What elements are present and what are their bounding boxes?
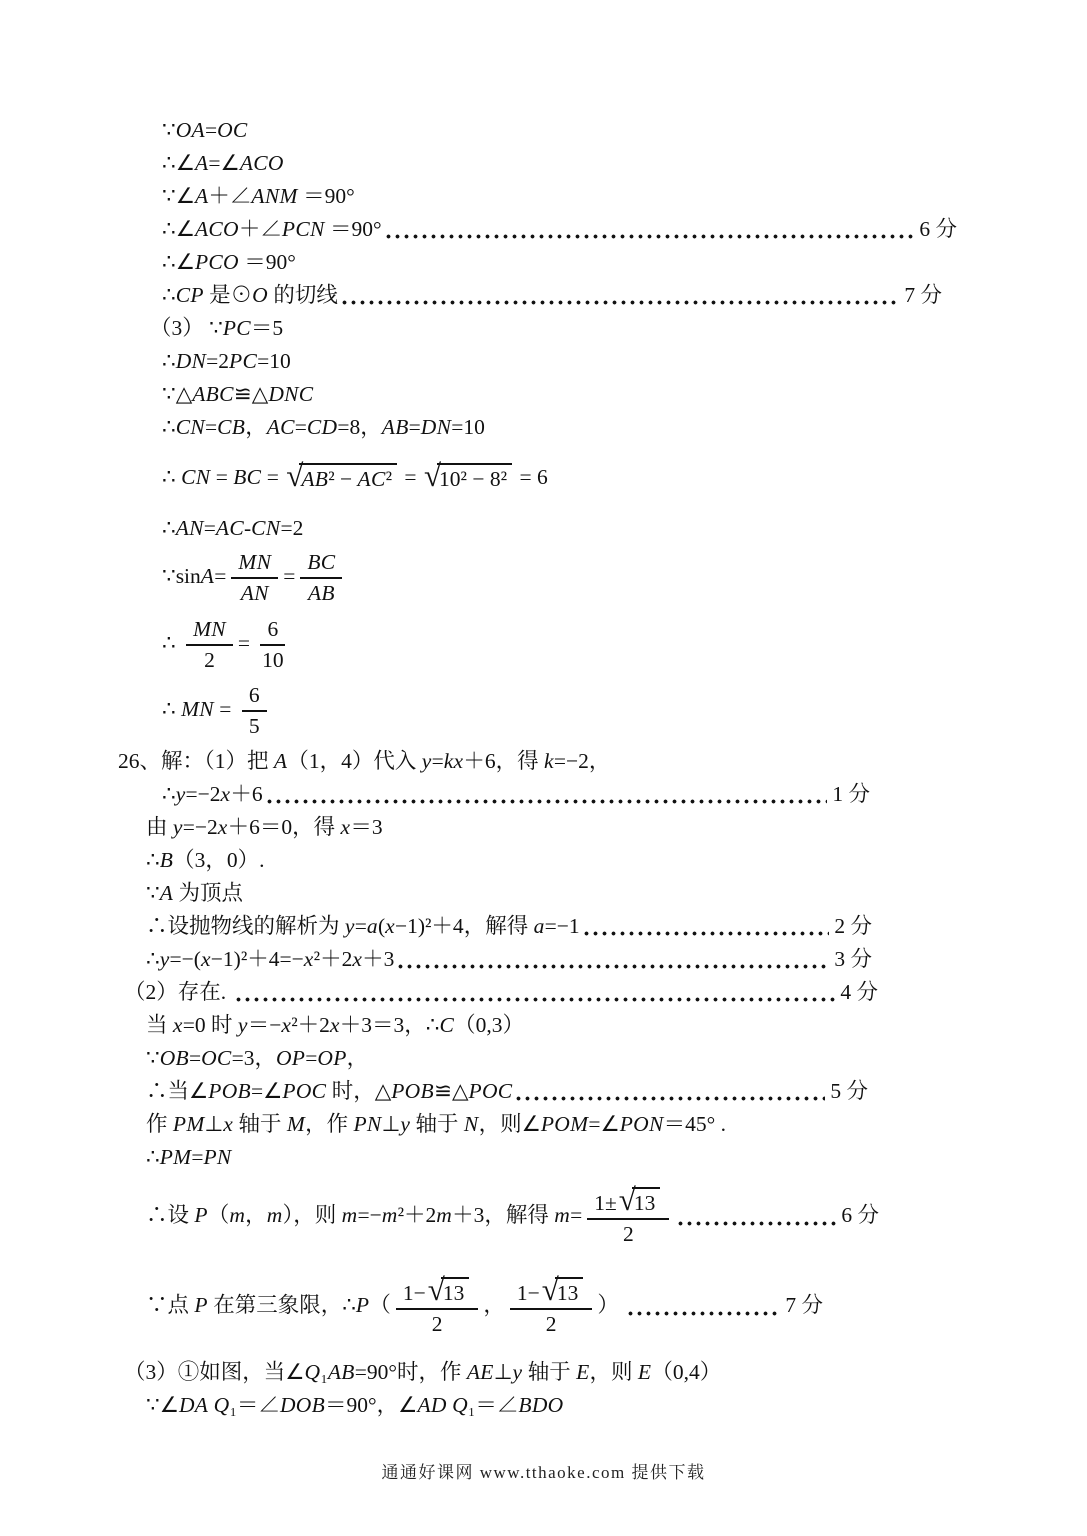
dotted-leader [386, 234, 915, 239]
fraction-denominator [255, 646, 291, 673]
solution-line-3 [162, 180, 1087, 213]
math-run: = [399, 465, 422, 490]
math-run: ∠A=∠ACO [175, 150, 284, 175]
text-run: ∵点 [146, 1293, 195, 1318]
text-run: （1，4）代入 [287, 748, 422, 773]
radical-sign: √ [427, 1271, 445, 1307]
text-run: 在第三象限， [207, 1293, 343, 1318]
radicand: AB² − AC² [299, 463, 397, 493]
text-run: ∴ [162, 414, 176, 439]
fraction [396, 1271, 479, 1336]
math-run: M [286, 1111, 306, 1136]
solution-line-7 [150, 312, 1087, 345]
text-run: ∴ [146, 946, 160, 971]
fraction-denominator [242, 712, 267, 739]
text-run: ），则 [282, 1203, 342, 1228]
text-run: 作 [146, 1111, 173, 1136]
fraction-numerator [300, 549, 342, 579]
solution-content [0, 114, 1087, 1422]
score-label: 6 分 [841, 1203, 879, 1228]
math-run: ∠POB=∠POC [189, 1078, 327, 1103]
radicand: 13 [555, 1277, 584, 1306]
dotted-leader [628, 1311, 780, 1316]
fraction-numerator [260, 616, 285, 646]
math-run: DN=2PC=10 [175, 348, 291, 373]
math-run: = [237, 631, 251, 656]
math-run: A= [200, 564, 227, 589]
math-run: 1− [516, 1280, 540, 1305]
math-run: P [355, 1293, 370, 1318]
solution-line-11 [162, 450, 1087, 506]
sqrt-radical [541, 1271, 584, 1307]
solution-line-17 [162, 778, 870, 811]
text-run: （0,4） [651, 1359, 722, 1384]
math-run: PN⊥y [353, 1111, 411, 1136]
math-run: y=kx＋6 [421, 748, 496, 773]
text-run: ，得 [292, 814, 341, 839]
math-run: ∠PCO ＝90° [175, 249, 296, 274]
math-run: CN=CB，AC=CD=8，AB=DN=10 [175, 414, 485, 439]
text-run: ∴ [162, 282, 176, 307]
text-run: ∵ [162, 381, 176, 406]
solution-line-5 [162, 246, 1087, 279]
math-run: m= [554, 1203, 583, 1228]
math-run: A [159, 880, 174, 905]
radical-sign: √ [541, 1271, 559, 1307]
math-run: x＝3 [340, 814, 383, 839]
math-run: = 6 [514, 465, 548, 490]
math-run: B [159, 847, 174, 872]
math-run: y=a(x−1)²＋4 [344, 913, 464, 938]
text-run: ∵ [146, 1392, 160, 1417]
solution-line-10 [162, 411, 1087, 444]
math-run: PM=PN [159, 1144, 232, 1169]
score-label: 3 分 [834, 946, 872, 971]
fraction-numerator [186, 616, 233, 646]
math-run: m [266, 1203, 283, 1228]
text-run: . [715, 1111, 727, 1136]
text-run: 26、解：（1）把 [118, 748, 274, 773]
math-run: E [637, 1359, 652, 1384]
text-run: ∴ [162, 150, 176, 175]
text-run: ， [346, 1045, 369, 1070]
text-run: ∴ [162, 631, 182, 656]
radicand: 13 [632, 1187, 661, 1216]
math-run: m=−m²＋2m＋3 [341, 1203, 485, 1228]
fraction-denominator [301, 579, 342, 606]
math-run: 2 [431, 1311, 443, 1336]
math-run: ∠Q₁AB=90° [285, 1359, 397, 1384]
text-run: ， [588, 748, 611, 773]
radicand: 10² − 8² [437, 463, 512, 493]
fraction-denominator [616, 1220, 641, 1247]
solution-line-20 [146, 877, 1087, 910]
math-run: PM⊥x [172, 1111, 234, 1136]
text-run: ∵ [162, 183, 176, 208]
text-run: ∴当 [146, 1078, 190, 1103]
text-run: ， [483, 1293, 505, 1318]
fraction [510, 1271, 593, 1336]
fraction-numerator [396, 1271, 479, 1310]
page-footer: 通通好课网 www.tthaoke.com 提供下载 [381, 1463, 706, 1482]
text-run: ∴ [146, 1144, 160, 1169]
text-run: ，解得 [484, 1203, 555, 1228]
math-run: y=−(x−1)²＋4=−x²＋2x＋3 [159, 946, 395, 971]
text-run: ∵ [146, 1045, 160, 1070]
math-run: y=−2x＋6 [175, 781, 263, 806]
text-run: 为顶点 [173, 880, 244, 905]
math-run: MN [193, 616, 226, 641]
text-run: ∴设 [146, 1203, 195, 1228]
fraction [186, 616, 233, 672]
math-run: MN [238, 549, 272, 574]
solution-line-22 [146, 943, 872, 976]
math-run: PC＝5 [222, 315, 284, 340]
text-run: （3）①如图，当 [124, 1359, 286, 1384]
text-run: 当 [146, 1012, 173, 1037]
math-run: y=−2x＋6＝0 [172, 814, 293, 839]
text-run: 时，作 [396, 1359, 467, 1384]
solution-line-32 [146, 1389, 1087, 1422]
dotted-leader [267, 799, 828, 804]
math-run: ∠AD Q₁＝∠BDO [398, 1392, 564, 1417]
math-run: 2 [204, 647, 215, 672]
solution-line-2 [162, 147, 1087, 180]
score-label: 4 分 [840, 979, 878, 1004]
math-run: 1− [402, 1280, 426, 1305]
math-run: C [439, 1012, 455, 1037]
text-run: ∴ [425, 1012, 440, 1037]
math-run: ∠A＋∠ANM ＝90° [175, 183, 355, 208]
fraction-numerator [242, 682, 267, 712]
solution-line-16 [118, 745, 1087, 778]
text-run: ∴ [162, 249, 176, 274]
fraction-denominator [197, 646, 222, 673]
math-run: BC [307, 549, 336, 574]
math-run: CP [175, 282, 204, 307]
math-run: O [252, 282, 268, 307]
fraction-numerator [587, 1181, 669, 1220]
text-run: （0,3） [454, 1012, 525, 1037]
math-run: OA=OC [175, 117, 248, 142]
text-run: 时 [205, 1012, 238, 1037]
text-run: （2）存在. [124, 979, 232, 1004]
radical-sign: √ [286, 458, 304, 494]
math-run: ∠ACO＋∠PCN ＝90° [175, 216, 382, 241]
text-run: ∴ [162, 781, 176, 806]
solution-line-12 [162, 512, 1087, 545]
solution-line-21 [146, 910, 872, 943]
radical-sign: √ [423, 458, 442, 494]
solution-line-28 [146, 1141, 1087, 1174]
text-run: ， [404, 1012, 426, 1037]
text-run: ∴设抛物线的解析为 [146, 913, 345, 938]
text-run: ∵ [162, 117, 176, 142]
text-run: ∴ [146, 847, 160, 872]
sqrt-radical [423, 458, 512, 494]
math-run: 10 [262, 647, 284, 672]
math-run: x=0 [172, 1012, 206, 1037]
fraction [242, 682, 267, 738]
solution-line-6 [162, 279, 942, 312]
fraction-numerator [510, 1271, 593, 1310]
text-run: ∴ [162, 348, 176, 373]
fraction-denominator [425, 1310, 450, 1337]
math-run: AE⊥y [466, 1359, 523, 1384]
solution-line-13 [162, 545, 1087, 609]
solution-line-15 [162, 679, 1087, 741]
solution-line-19 [146, 844, 1087, 877]
score-label: 5 分 [830, 1078, 868, 1103]
solution-line-9 [162, 378, 1087, 411]
fraction-denominator [539, 1310, 564, 1337]
text-run: ∴ [162, 465, 182, 490]
fraction [255, 616, 291, 672]
math-run: E [576, 1359, 590, 1384]
dotted-leader [398, 964, 829, 969]
math-run: MN = [181, 697, 237, 722]
text-run: （3） [150, 315, 210, 340]
math-run: a=−1 [533, 913, 580, 938]
text-run: （ [369, 1293, 391, 1318]
math-run: 1± [594, 1190, 617, 1215]
math-run: N [463, 1111, 479, 1136]
score-label: 2 分 [834, 913, 872, 938]
math-run: = [283, 564, 296, 589]
solution-line-24 [146, 1009, 1087, 1042]
text-run: ∵ [209, 315, 223, 340]
solution-line-31 [124, 1356, 1087, 1389]
math-run: 2 [545, 1311, 557, 1336]
math-run: AN=AC-CN=2 [175, 515, 304, 540]
fraction [231, 549, 278, 605]
sqrt-radical [618, 1181, 661, 1217]
text-run: 的切线 [267, 282, 338, 307]
text-run: ，则 [589, 1359, 638, 1384]
text-run: ∵ [162, 564, 176, 589]
text-run: （ [207, 1203, 230, 1228]
sqrt-radical [286, 458, 397, 494]
dotted-leader [584, 931, 830, 936]
math-run: P [194, 1293, 208, 1318]
text-run: ∴ [162, 515, 176, 540]
text-run: 是⊙ [203, 282, 253, 307]
score-label: 7 分 [904, 282, 942, 307]
solution-line-4 [162, 213, 957, 246]
text-run: 时， [326, 1078, 375, 1103]
math-run: m [229, 1203, 246, 1228]
solution-line-8 [162, 345, 1087, 378]
math-run: k=−2 [544, 748, 589, 773]
math-run: CN = BC = [181, 465, 285, 490]
sqrt-radical [427, 1271, 470, 1307]
math-run: △ABC≌△DNC [175, 381, 314, 406]
math-run: P [194, 1203, 208, 1228]
solution-line-14 [162, 613, 1087, 675]
score-label: 1 分 [832, 781, 870, 806]
math-run: ∠POM=∠PON＝45° [521, 1111, 716, 1136]
radical-sign: √ [618, 1181, 636, 1217]
text-run: ∴ [342, 1293, 356, 1318]
math-run: y＝−x²＋2x＋3＝3 [237, 1012, 405, 1037]
solution-line-23 [124, 976, 878, 1009]
text-run: ） [597, 1293, 625, 1318]
fraction [300, 549, 342, 605]
text-run: ∵ [146, 880, 160, 905]
fraction-denominator [234, 579, 276, 606]
solution-line-29 [146, 1178, 879, 1254]
math-run: 6 [267, 616, 279, 641]
text-run: ，解得 [463, 913, 534, 938]
text-run: ， [254, 1045, 276, 1070]
solution-line-30 [146, 1268, 823, 1344]
math-run: AB [307, 580, 335, 605]
solution-line-27 [146, 1108, 1087, 1141]
math-run: OB=OC=3 [159, 1045, 255, 1070]
solution-line-26 [146, 1075, 868, 1108]
text-run: ，则 [478, 1111, 522, 1136]
math-run: OP=OP [275, 1045, 347, 1070]
math-run: AN [240, 580, 269, 605]
solution-line-25 [146, 1042, 1087, 1075]
text-run: 轴于 [233, 1111, 287, 1136]
text-run: 轴于 [410, 1111, 464, 1136]
fraction-numerator [231, 549, 278, 579]
radicand: 13 [441, 1277, 470, 1306]
text-run: ∴ [162, 216, 176, 241]
text-run: ，作 [305, 1111, 354, 1136]
dotted-leader [236, 997, 836, 1002]
score-label: 6 分 [919, 216, 957, 241]
text-run: 由 [146, 814, 173, 839]
math-run: 5 [248, 713, 260, 738]
text-run: （3，0）. [173, 847, 265, 872]
text-run: ，得 [495, 748, 545, 773]
dotted-leader [516, 1096, 825, 1101]
text-run: ， [376, 1392, 399, 1417]
solution-line-1 [162, 114, 1087, 147]
math-run: △POB≌△POC [374, 1078, 513, 1103]
text-run: 轴于 [522, 1359, 577, 1384]
math-run: A [273, 748, 288, 773]
text-run: ∴ [162, 697, 182, 722]
math-run: ∠DA Q₁＝∠DOB＝90° [159, 1392, 377, 1417]
solution-line-18 [146, 811, 1087, 844]
text-run: sin [175, 564, 201, 589]
math-run: 2 [622, 1221, 634, 1246]
dotted-leader [342, 300, 899, 305]
fraction [587, 1181, 669, 1246]
math-run: 6 [248, 682, 260, 707]
score-label: 7 分 [785, 1293, 823, 1318]
dotted-leader [678, 1221, 836, 1226]
text-run: ， [245, 1203, 267, 1228]
